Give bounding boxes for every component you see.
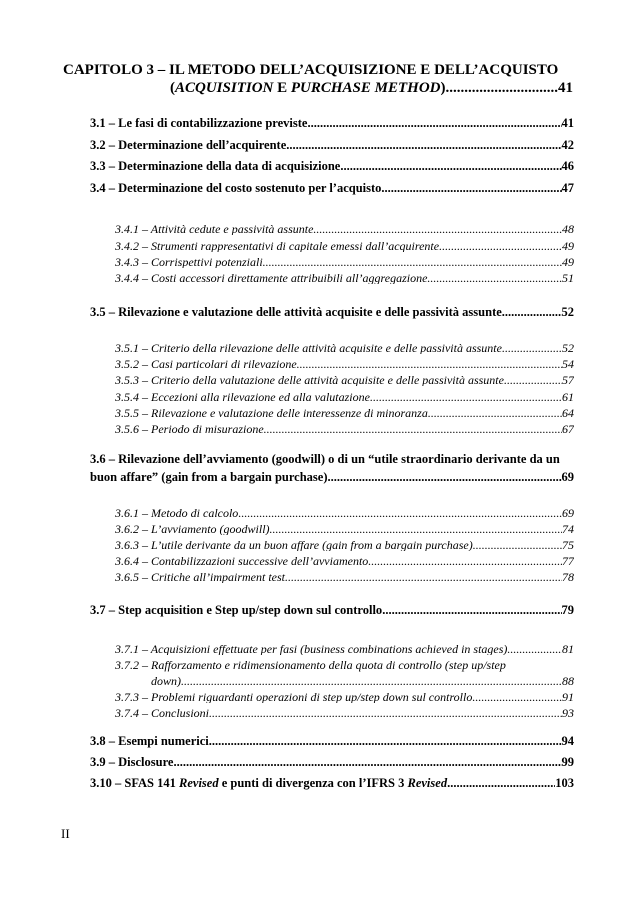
page-ref: 81	[562, 643, 574, 655]
page-ref: 69	[562, 507, 574, 519]
toc-entry-3-5-6[interactable]: 3.5.6 – Periodo di misurazione ..... 67	[115, 423, 574, 435]
toc-entry-3-3[interactable]: 3.3 – Determinazione della data di acquisizione ..... 46	[90, 160, 574, 173]
toc-entry-3-5-3[interactable]: 3.5.3 – Criterio della valutazione delle attività acquisite e delle passività assunte ..... 57	[115, 374, 574, 386]
page-ref: 41	[561, 117, 574, 130]
dot-leader	[502, 342, 562, 354]
toc-entry-3-7-4[interactable]: 3.7.4 – Conclusioni ..... 93	[115, 707, 574, 719]
page-ref: 91	[562, 691, 574, 703]
page-ref: 42	[561, 139, 574, 152]
chapter-subtitle: (ACQUISITION E PURCHASE METHOD)	[170, 81, 446, 96]
page-ref: 77	[562, 555, 574, 567]
toc-entry-3-4-4[interactable]: 3.4.4 – Costi accessori direttamente attribuibili all’aggregazione ..... 51	[115, 272, 574, 284]
dot-leader	[381, 182, 561, 195]
toc-entry-3-5[interactable]: 3.5 – Rilevazione e valutazione delle attività acquisite e delle passività assunte ..... 52	[90, 306, 574, 319]
page-ref: 49	[562, 256, 574, 268]
page-ref: 52	[562, 342, 574, 354]
page-ref: 64	[562, 407, 574, 419]
toc-entry-3-5-4[interactable]: 3.5.4 – Eccezioni alla rilevazione ed alla valutazione ..... 61	[115, 391, 574, 403]
page-ref: 46	[561, 160, 574, 173]
toc-entry-3-6-line1[interactable]: 3.6 – Rilevazione dell’avviamento (goodwill) o di un “utile straordinario derivante da un	[90, 452, 560, 466]
toc-entry-3-6-1[interactable]: 3.6.1 – Metodo di calcolo ..... 69	[115, 507, 574, 519]
page-ref: 51	[562, 272, 574, 284]
toc-entry-3-7-1[interactable]: 3.7.1 – Acquisizioni effettuate per fasi (business combinations achieved in stages) ..... 81	[115, 643, 574, 655]
toc-entry-3-2[interactable]: 3.2 – Determinazione dell’acquirente ..... 42	[90, 139, 574, 152]
dot-leader	[173, 756, 561, 769]
toc-entry-3-7[interactable]: 3.7 – Step acquisition e Step up/step down sul controllo ..... 79	[90, 604, 574, 617]
toc-entry-3-4-1[interactable]: 3.4.1 – Attività cedute e passività assunte ..... 48	[115, 223, 574, 235]
toc-entry-3-6-4[interactable]: 3.6.4 – Contabilizzazioni successive dell’avviamento ..... 77	[115, 555, 574, 567]
dot-leader	[370, 391, 562, 403]
dot-leader	[473, 539, 562, 551]
toc-entry-3-6-5[interactable]: 3.6.5 – Critiche all’impairment test ..... 78	[115, 571, 574, 583]
page-number: II	[61, 826, 70, 841]
dot-leader	[504, 374, 562, 386]
toc-entry-3-6[interactable]: buon affare” (gain from a bargain purchase) ..... 69	[90, 471, 574, 484]
toc-entry-3-8[interactable]: 3.8 – Esempi numerici ..... 94	[90, 735, 574, 748]
page-ref: 48	[562, 223, 574, 235]
toc-entry-3-4-3[interactable]: 3.4.3 – Corrispettivi potenziali ..... 49	[115, 256, 574, 268]
page-ref: 61	[562, 391, 574, 403]
page-ref: 88	[562, 675, 574, 687]
page-ref: 54	[562, 358, 574, 370]
dot-leader	[313, 223, 562, 235]
dot-leader	[238, 507, 562, 519]
toc-entry-3-10[interactable]: 3.10 – SFAS 141 Revised e punti di divergenza con l’IFRS 3 Revised ..... 103	[90, 777, 574, 790]
toc-entry-3-1[interactable]: 3.1 – Le fasi di contabilizzazione previste ..... 41	[90, 117, 574, 130]
dot-leader	[502, 306, 562, 319]
toc-entry-3-4[interactable]: 3.4 – Determinazione del costo sostenuto per l’acquisto ..... 47	[90, 182, 574, 195]
dot-leader	[428, 407, 562, 419]
page-ref: 41	[558, 81, 573, 96]
toc-entry-3-7-2-line1[interactable]: 3.7.2 – Rafforzamento e ridimensionamento della quota di controllo (step up/step	[115, 658, 506, 672]
dot-leader	[181, 675, 562, 687]
toc-entry-3-5-2[interactable]: 3.5.2 – Casi particolari di rilevazione ..... 54	[115, 358, 574, 370]
dot-leader	[264, 423, 562, 435]
dot-leader	[209, 707, 562, 719]
dot-leader	[427, 272, 562, 284]
toc-entry-3-6-2[interactable]: 3.6.2 – L’avviamento (goodwill) ..... 74	[115, 523, 574, 535]
toc-entry-3-5-1[interactable]: 3.5.1 – Criterio della rilevazione delle attività acquisite e delle passività assunte ..... 52	[115, 342, 574, 354]
dot-leader	[340, 160, 561, 173]
dot-leader	[263, 256, 562, 268]
page-ref: 57	[562, 374, 574, 386]
dot-leader	[447, 777, 555, 790]
page-ref: 75	[562, 539, 574, 551]
page-ref: 67	[562, 423, 574, 435]
dot-leader	[368, 555, 562, 567]
page-ref: 79	[561, 604, 574, 617]
toc-entry-3-6-3[interactable]: 3.6.3 – L’utile derivante da un buon affare (gain from a bargain purchase) ..... 75	[115, 539, 574, 551]
toc-entry-3-7-3[interactable]: 3.7.3 – Problemi riguardanti operazioni di step up/step down sul controllo ..... 91	[115, 691, 574, 703]
dot-leader	[439, 240, 562, 252]
dot-leader	[270, 523, 562, 535]
page-ref: 99	[561, 756, 574, 769]
chapter-title: CAPITOLO 3 – IL METODO DELL’ACQUISIZIONE E DELL’ACQUISTO	[63, 62, 559, 78]
dot-leader	[472, 691, 562, 703]
toc-entry-3-9[interactable]: 3.9 – Disclosure ..... 99	[90, 756, 574, 769]
toc-entry-3-5-5[interactable]: 3.5.5 – Rilevazione e valutazione delle interessenze di minoranza ..... 64	[115, 407, 574, 419]
page-ref: 78	[562, 571, 574, 583]
dot-leader	[307, 117, 561, 130]
dot-leader	[382, 604, 561, 617]
dot-leader	[285, 571, 562, 583]
page-ref: 47	[561, 182, 574, 195]
page-ref: 49	[562, 240, 574, 252]
page-ref: 94	[561, 735, 574, 748]
dot-leader	[209, 735, 562, 748]
dot-leader	[286, 139, 561, 152]
page-ref: 74	[562, 523, 574, 535]
page-ref: 69	[561, 471, 574, 484]
page-ref: 103	[555, 777, 574, 790]
page-ref: 93	[562, 707, 574, 719]
page-ref: 52	[561, 306, 574, 319]
dot-leader	[297, 358, 562, 370]
toc-entry-3-7-2[interactable]: down) ..... 88	[151, 675, 574, 687]
dot-leader	[446, 81, 559, 96]
chapter-subtitle-line[interactable]	[170, 81, 573, 96]
toc-entry-3-4-2[interactable]: 3.4.2 – Strumenti rappresentativi di capitale emessi dall’acquirente ..... 49	[115, 240, 574, 252]
dot-leader	[507, 643, 562, 655]
dot-leader	[328, 471, 562, 484]
